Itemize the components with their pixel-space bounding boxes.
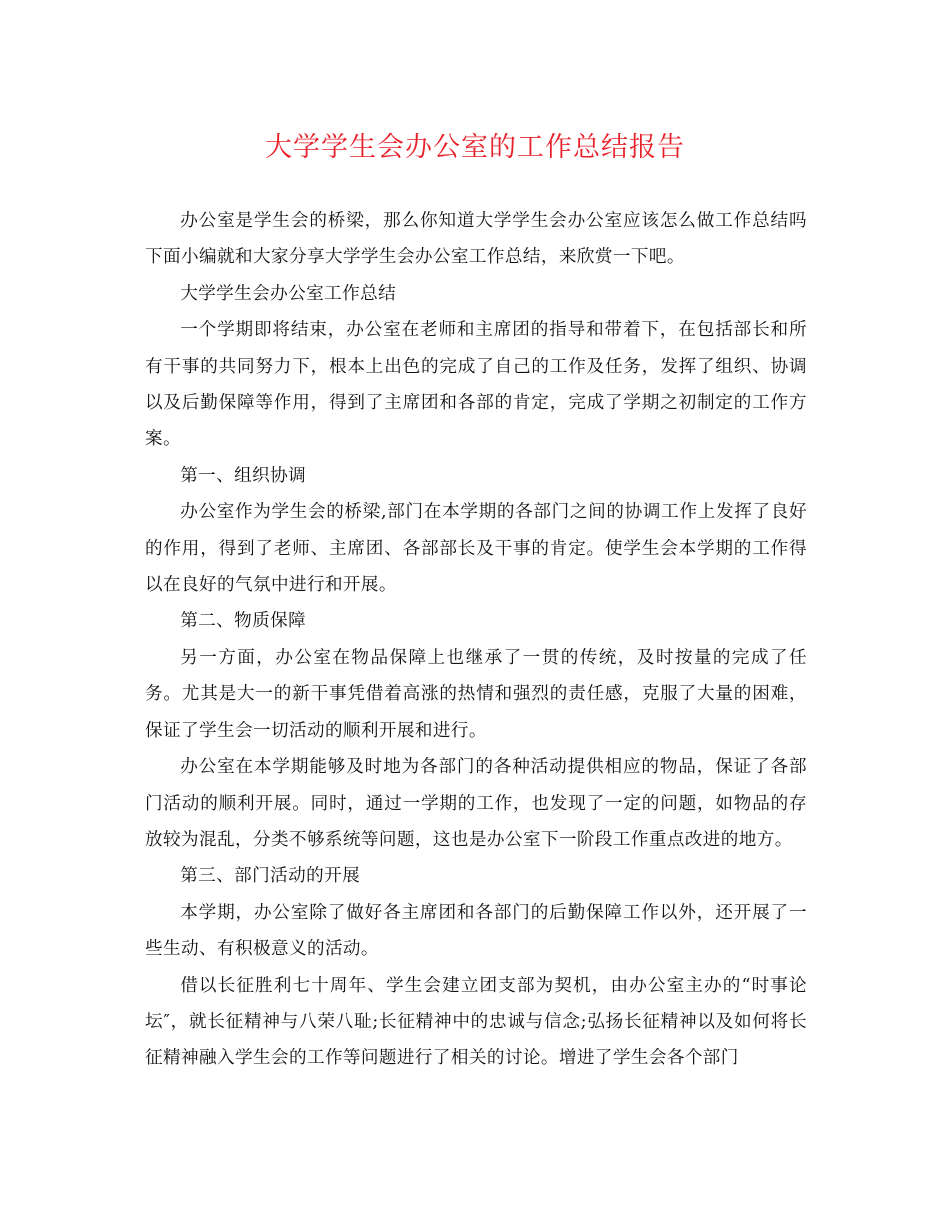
paragraph-material-1: 另一方面，办公室在物品保障上也继承了一贯的传统，及时按量的完成了任务。尤其是大一的新干事凭借着高涨的热情和强烈的责任感，克服了大量的困难，保证了学生会一切活动的顺利开展和进行。 (145, 647, 807, 741)
section-heading-1: 第一、组织协调 (180, 465, 307, 486)
paragraph-subtitle: 大学学生会办公室工作总结 (180, 283, 397, 304)
document-body (145, 203, 807, 1077)
paragraph-coordination: 办公室作为学生会的桥梁,部门在本学期的各部门之间的协调工作上发挥了良好的作用，得到了老师、主席团、各部部长及干事的肯定。使学生会本学期的工作得以在良好的气氛中进行和开展。 (145, 502, 807, 596)
paragraph-activities-1: 本学期，办公室除了做好各主席团和各部门的后勤保障工作以外，还开展了一些生动、有积极意义的活动。 (145, 902, 807, 960)
paragraph-overview: 一个学期即将结束，办公室在老师和主席团的指导和带着下，在包括部长和所有干事的共同努力下，根本上出色的完成了自己的工作及任务，发挥了组织、协调以及后勤保障等作用，得到了主席团和各部的肯定，完成了学期之初制定的工作方案。 (145, 320, 807, 450)
section-heading-2: 第二、物质保障 (180, 611, 307, 632)
section-heading-3: 第三、部门活动的开展 (180, 866, 361, 887)
document-title: 大学学生会办公室的工作总结报告 (265, 132, 685, 163)
paragraph-material-2: 办公室在本学期能够及时地为各部门的各种活动提供相应的物品，保证了各部门活动的顺利开展。同时，通过一学期的工作，也发现了一定的问题，如物品的存放较为混乱，分类不够系统等问题，这也是办公室下一阶段工作重点改进的地方。 (145, 757, 807, 850)
paragraph-intro: 办公室是学生会的桥梁，那么你知道大学学生会办公室应该怎么做工作总结吗下面小编就和大家分享大学学生会办公室工作总结，来欣赏一下吧。 (145, 211, 807, 268)
paragraph-activities-2: 借以长征胜利七十周年、学生会建立团支部为契机，由办公室主办的“时事论坛″，就长征精神与八荣八耻;长征精神中的忠诚与信念;弘扬长征精神以及如何将长征精神融入学生会的工作等问题进行了相关的讨论。增进了学生会各个部门 (145, 975, 807, 1069)
